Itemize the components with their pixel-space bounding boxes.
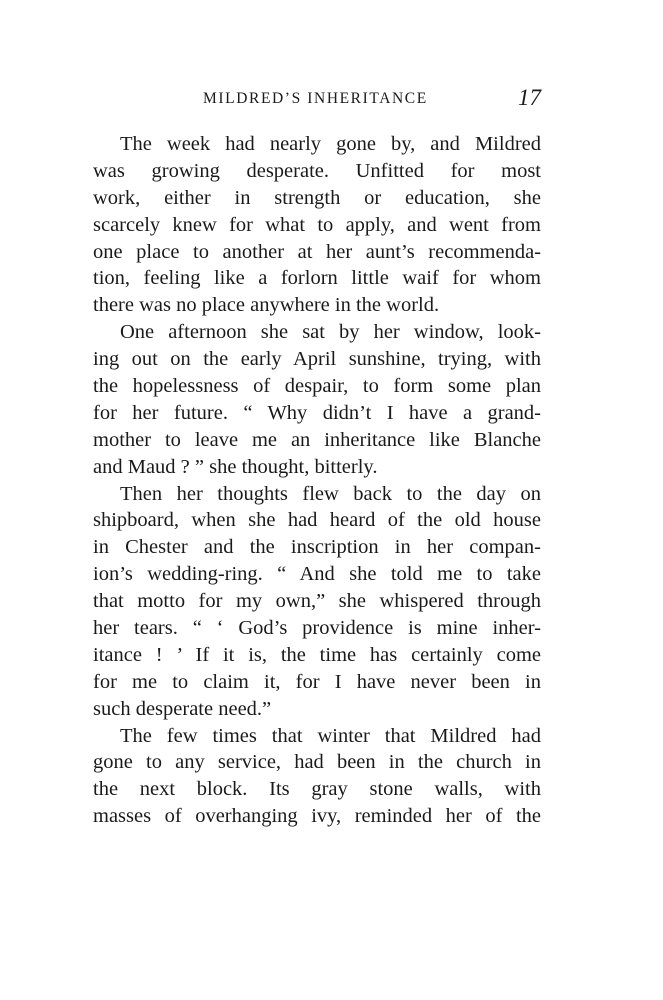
text-line: the hopelessness of despair, to form some plan [93,375,541,398]
text-line: in Chester and the inscription in her compan- [93,536,541,559]
text-line: for her future. “ Why didn’t I have a grand- [93,401,541,424]
body-text [93,131,541,830]
text-line: gone to any service, had been in the church in [93,751,541,774]
text-line: there was no place anywhere in the world. [93,294,440,317]
text-line: ing out on the early April sunshine, trying, with [93,348,541,371]
page-number: 17 [518,85,541,110]
text-line: for me to claim it, for I have never been in [93,670,541,693]
text-line: shipboard, when she had heard of the old house [93,509,541,532]
text-line: one place to another at her aunt’s recommenda- [93,240,541,263]
running-head [93,85,541,114]
text-line: scarcely knew for what to apply, and went from [93,213,541,236]
text-line: work, either in strength or education, she [93,186,541,209]
text-line: The week had nearly gone by, and Mildred [120,133,541,155]
text-line: itance ! ’ If it is, the time has certainly come [93,643,541,666]
text-line: the next block. Its gray stone walls, with [93,778,541,801]
text-line: was growing desperate. Unfitted for most [93,159,541,182]
text-line: Then her thoughts flew back to the day on [120,482,541,505]
running-title: MILDRED’S INHERITANCE [203,90,428,107]
text-line: her tears. “ ‘ God’s providence is mine inher- [93,617,541,640]
text-line: One afternoon she sat by her window, look- [120,321,541,344]
text-line: masses of overhanging ivy, reminded her of the [93,805,541,828]
text-line: such desperate need.” [93,697,272,720]
text-line: and Maud ? ” she thought, bitterly. [93,455,378,478]
text-line: that motto for my own,” she whispered through [93,590,541,613]
text-line: mother to leave me an inheritance like Blanche [93,428,541,451]
text-line: tion, feeling like a forlorn little waif for whom [93,267,541,290]
text-line: The few times that winter that Mildred had [120,724,541,747]
text-line: ion’s wedding-ring. “ And she told me to take [93,563,541,586]
